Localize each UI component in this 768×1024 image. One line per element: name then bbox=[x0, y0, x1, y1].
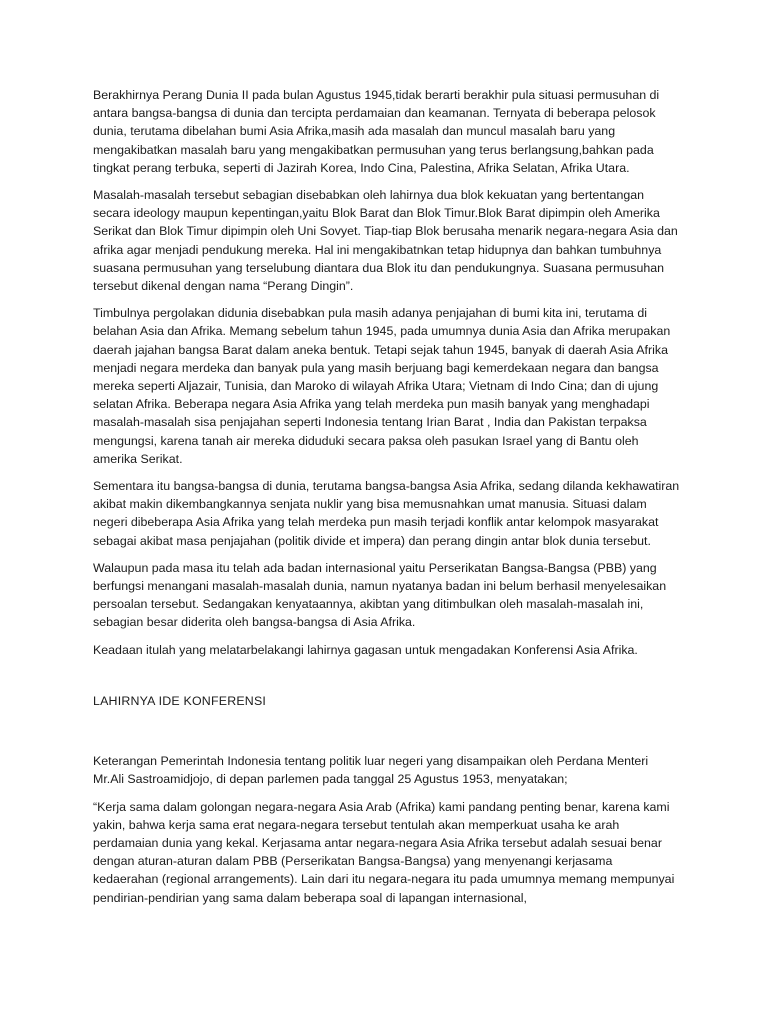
section-heading: LAHIRNYA IDE KONFERENSI bbox=[93, 693, 267, 708]
paragraph-government-statement: Keterangan Pemerintah Indonesia tentang politik luar negeri yang disampaikan oleh Perdana Menteri Mr.Ali Sastroamidjojo, di depan parlemen pada tanggal 25 Agustus 1953, menyatakan; bbox=[93, 754, 649, 787]
paragraph-quote: “Kerja sama dalam golongan negara-negara Asia Arab (Afrika) kami pandang penting benar, karena kami yakin, bahwa kerja sama erat negara-negara tersebut tentulah akan memperkuat usaha ke arah perdamaian dunia yang kekal. Kerjasama antar negara-negara Asia Afrika tersebut adalah sesuai benar dengan aturan-aturan dalam PBB (Perserikatan Bangsa-Bangsa) yang menyenangi kerjasama kedaerahan (regional arrangements). Lain dari itu negara-negara itu pada umumnya memang mempunyai pendirian-pendirian yang sama dalam beberapa soal di lapangan internasional, bbox=[93, 799, 675, 905]
paragraph-colonialism: Timbulnya pergolakan didunia disebabkan pula masih adanya penjajahan di bumi kita ini, terutama di belahan Asia dan Afrika. Memang sebelum tahun 1945, pada umumnya dunia Asia dan Afrika merupakan daerah jajahan bangsa Barat dalam aneka bentuk. Tetapi sejak tahun 1945, banyak di daerah Asia Afrika menjadi negara merdeka dan banyak pula yang masih berjuang bagi kemerdekaan negara dan bangsa mereka seperti Aljazair, Tunisia, dan Maroko di wilayah Afrika Utara; Vietnam di Indo Cina; dan di ujung selatan Afrika. Beberapa negara Asia Afrika yang telah merdeka pun masih banyak yang menghadapi masalah-masalah sisa penjajahan seperti Indonesia tentang Irian Barat , India dan Pakistan terpaksa mengungsi, karena tanah air mereka diduduki secara paksa oleh pasukan Israel yang di Bantu oleh amerika Serikat. bbox=[93, 306, 671, 466]
paragraph-background-conclusion: Keadaan itulah yang melatarbelakangi lahirnya gagasan untuk mengadakan Konferensi Asia Afrika. bbox=[93, 642, 638, 657]
paragraph-nuclear-concerns: Sementara itu bangsa-bangsa di dunia, terutama bangsa-bangsa Asia Afrika, sedang dilanda kekhawatiran akibat makin dikembangkannya senjata nuklir yang bisa memusnahkan umat manusia. Situasi dalam negeri dibeberapa Asia Afrika yang telah merdeka pun masih terjadi konflik antar kelompok masyarakat sebagai akibat masa penjajahan (politik divide et impera) dan perang dingin antar blok dunia tersebut. bbox=[93, 479, 680, 548]
paragraph-two-blocs: Masalah-masalah tersebut sebagian disebabkan oleh lahirnya dua blok kekuatan yang bertentangan secara ideology maupun kepentingan,yaitu Blok Barat dan Blok Timur.Blok Barat dipimpin oleh Amerika Serikat dan Blok Timur dipimpin oleh Uni Sovyet. Tiap-tiap Blok berusaha menarik negara-negara Asia dan afrika agar menjadi pendukung mereka. Hal ini mengakibatnkan tetap hidupnya dan bahkan tumbuhnya suasana permusuhan yang terselubung diantara dua Blok itu dan pendukungnya. Suasana permusuhan tersebut dikenal dengan nama “Perang Dingin”. bbox=[93, 188, 678, 294]
paragraph-end-of-ww2: Berakhirnya Perang Dunia II pada bulan Agustus 1945,tidak berarti berakhir pula situasi permusuhan di antara bangsa-bangsa di dunia dan tercipta perdamaian dan keamanan. Ternyata di beberapa pelosok dunia, terutama dibelahan bumi Asia Afrika,masih ada masalah dan muncul masalah baru yang mengakibatkan masalah baru yang mengakibatkan permusuhan yang terus berlangsung,bahkan pada tingkat perang terbuka, seperti di Jazirah Korea, Indo Cina, Palestina, Afrika Selatan, Afrika Utara. bbox=[93, 88, 660, 175]
document-body bbox=[93, 86, 681, 916]
paragraph-un-role: Walaupun pada masa itu telah ada badan internasional yaitu Perserikatan Bangsa-Bangsa (PBB) yang berfungsi menangani masalah-masalah dunia, namun nyatanya badan ini belum berhasil menyelesaikan persoalan tersebut. Sedangakan kenyataannya, akibtan yang ditimbulkan oleh masalah-masalah ini, sebagian besar diderita oleh bangsa-bangsa di Asia Afrika. bbox=[93, 560, 667, 630]
